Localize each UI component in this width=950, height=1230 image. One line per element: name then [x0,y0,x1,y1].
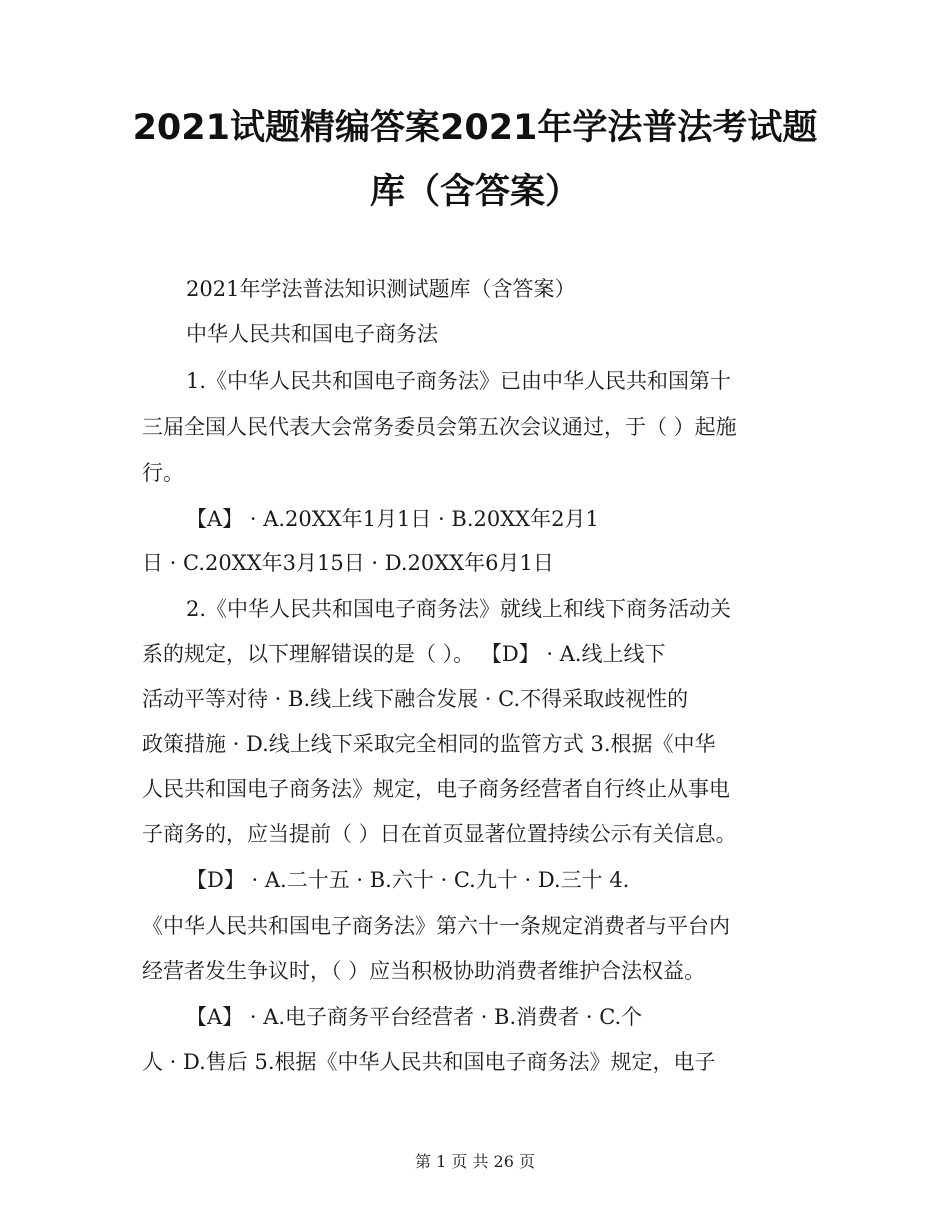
text-line: 【A】 · A.20XX年1月1日 · B.20XX年2月1 [186,507,599,531]
text-line: 日 · C.20XX年3月15日 · D.20XX年6月1日 [142,551,554,575]
text-line: 《中华人民共和国电子商务法》第六十一条规定消费者与平台内 [142,914,730,938]
text-line: 子商务的，应当提前（ ）日在首页显著位置持续公示有关信息。 [142,822,737,846]
text-line: 2.《中华人民共和国电子商务法》就线上和线下商务活动关 [186,597,732,621]
text-line: 1.《中华人民共和国电子商务法》已由中华人民共和国第十 [186,369,732,393]
text-line: 【A】 · A.电子商务平台经营者 · B.消费者 · C.个 [186,1005,643,1029]
text-line: 中华人民共和国电子商务法 [186,322,438,346]
text-line: 2021年学法普法知识测试题库（含答案） [186,277,576,301]
text-line: 三届全国人民代表大会常务委员会第五次会议通过，于（ ）起施 [142,415,737,439]
page-footer: 第 1 页 共 26 页 [415,1152,535,1171]
text-line: 活动平等对待 · B.线上线下融合发展 · C.不得采取歧视性的 [142,687,689,711]
document-title [120,96,830,224]
text-line: 行。 [142,461,184,485]
text-line: 人 · D.售后 5.根据《中华人民共和国电子商务法》规定，电子 [142,1050,716,1074]
text-line: 人民共和国电子商务法》规定，电子商务经营者自行终止从事电 [142,777,730,801]
title-line-1: 2021试题精编答案2021年学法普法考试题 [132,108,818,148]
text-line: 经营者发生争议时，（ ）应当积极协助消费者维护合法权益。 [142,959,706,983]
text-line: 政策措施 · D.线上线下采取完全相同的监管方式 3.根据《中华 [142,732,716,756]
title-line-2: 库（含答案） [369,172,580,212]
text-line: 【D】 · A.二十五 · B.六十 · C.九十 · D.三十 4. [186,868,630,892]
text-line: 系的规定，以下理解错误的是（ ）。 【D】 · A.线上线下 [142,642,666,666]
